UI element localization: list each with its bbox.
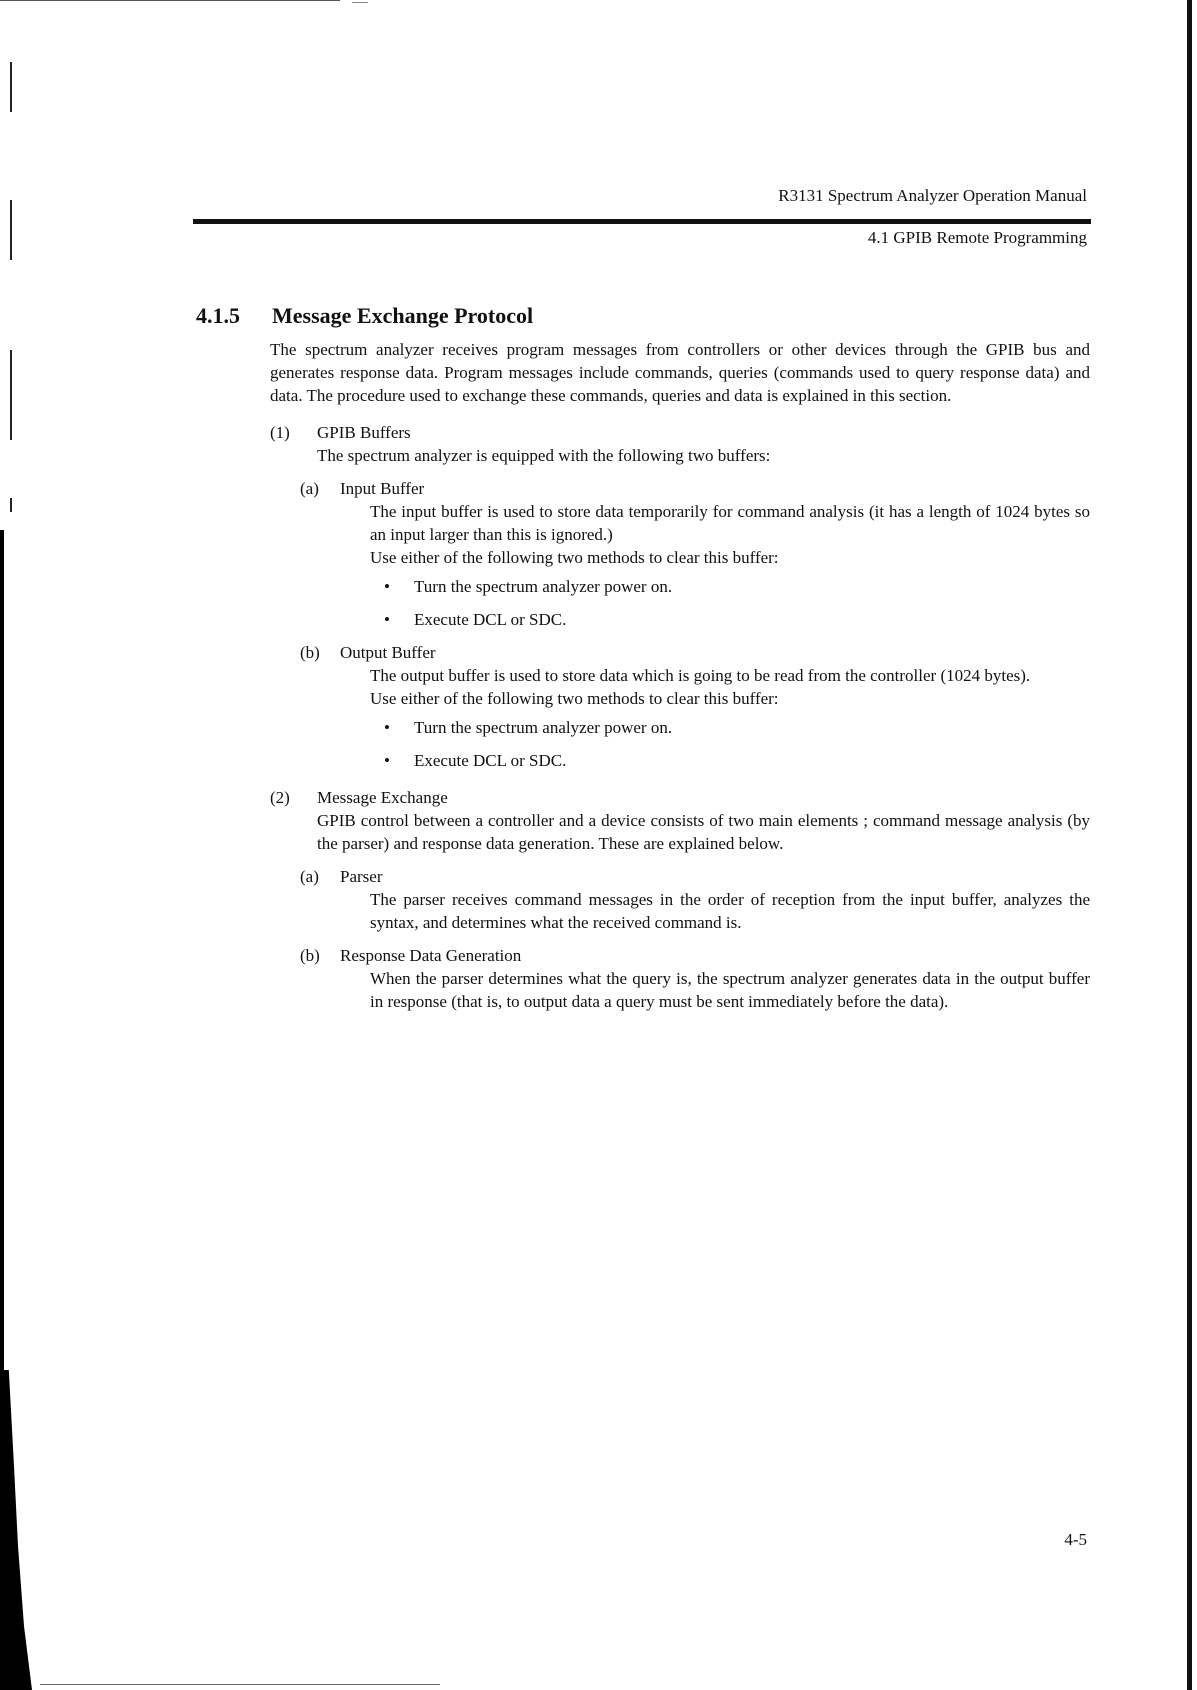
subitem-text-2: Use either of the following two methods to clear this buffer: [370, 689, 779, 708]
subitem-text: The output buffer is used to store data which is going to be read from the controller (1024 bytes). [370, 666, 1031, 685]
subitem-paragraph: The parser receives command messages in the order of reception from the input buffer, analyzes the syntax, and determines what the received command is. [370, 890, 1090, 932]
scan-edge-bottom [40, 1684, 440, 1685]
subitem-title: Parser [340, 867, 383, 886]
subitem-heading [300, 865, 1090, 888]
subitem-label: (b) [300, 643, 320, 662]
subitem-paragraph [300, 664, 1090, 710]
subitem-label: (a) [300, 479, 319, 498]
running-title: R3131 Spectrum Analyzer Operation Manual [778, 186, 1087, 205]
subitem-paragraph: When the parser determines what the query is, the spectrum analyzer generates data in the output buffer in response (that is, to output data a query must be sent immediately before the data). [370, 969, 1090, 1011]
subitem-heading [300, 944, 1090, 967]
section-reference: 4.1 GPIB Remote Programming [867, 228, 1087, 247]
bullet-text: Turn the spectrum analyzer power on. [414, 577, 673, 596]
section-heading [196, 303, 996, 329]
item-title: Message Exchange [317, 788, 448, 807]
bullet-item [384, 608, 1090, 631]
bullet-item [384, 749, 1090, 772]
subitem-label: (a) [300, 867, 319, 886]
subitem-title: Response Data Generation [340, 946, 522, 965]
subitem-paragraph [300, 500, 1090, 569]
subitem-title: Input Buffer [340, 479, 425, 498]
section-body [270, 338, 1090, 1013]
subitem-heading [300, 641, 1090, 664]
bullet-glyph: • [384, 718, 390, 737]
section-title: Message Exchange Protocol [272, 303, 534, 328]
bullet-glyph: • [384, 610, 390, 629]
item-paragraph: The spectrum analyzer is equipped with the following two buffers: [317, 446, 771, 465]
subitem-block [300, 477, 1090, 772]
bullet-text: Turn the spectrum analyzer power on. [414, 718, 673, 737]
scan-edge-top [0, 0, 340, 1]
bullet-glyph: • [384, 751, 390, 770]
subitem-title: Output Buffer [340, 643, 436, 662]
page-number: 4-5 [1064, 1530, 1087, 1549]
bullet-item [384, 716, 1090, 739]
item-heading [270, 421, 1090, 444]
scan-edge-top-fragment [352, 2, 368, 3]
header-rule [193, 219, 1091, 224]
section-number: 4.1.5 [196, 303, 240, 328]
subitem-block [300, 865, 1090, 1013]
bullet-text: Execute DCL or SDC. [414, 751, 567, 770]
bullet-list [300, 575, 1090, 631]
scan-edge-right [1187, 0, 1192, 1690]
item-label: (1) [270, 423, 290, 442]
intro-paragraph: The spectrum analyzer receives program messages from controllers or other devices through the GPIB bus and generates response data. Program messages include commands, queries (commands used to query response data) and data. The procedure used to exchange these commands, queries and data is explained in this section. [270, 340, 1090, 405]
bullet-list [300, 716, 1090, 772]
bullet-item [384, 575, 1090, 598]
bullet-glyph: • [384, 577, 390, 596]
item-paragraph: GPIB control between a controller and a device consists of two main elements ; command message analysis (by the parser) and response data generation. These are explained below. [317, 811, 1090, 853]
item-label: (2) [270, 788, 290, 807]
subitem-text-2: Use either of the following two methods to clear this buffer: [370, 548, 779, 567]
subitem-text: The input buffer is used to store data temporarily for command analysis (it has a length of 1024 bytes so an input larger than this is ignored.) [370, 502, 1090, 544]
subitem-label: (b) [300, 946, 320, 965]
item-heading [270, 786, 1090, 809]
subitem-heading [300, 477, 1090, 500]
bullet-text: Execute DCL or SDC. [414, 610, 567, 629]
item-title: GPIB Buffers [317, 423, 411, 442]
